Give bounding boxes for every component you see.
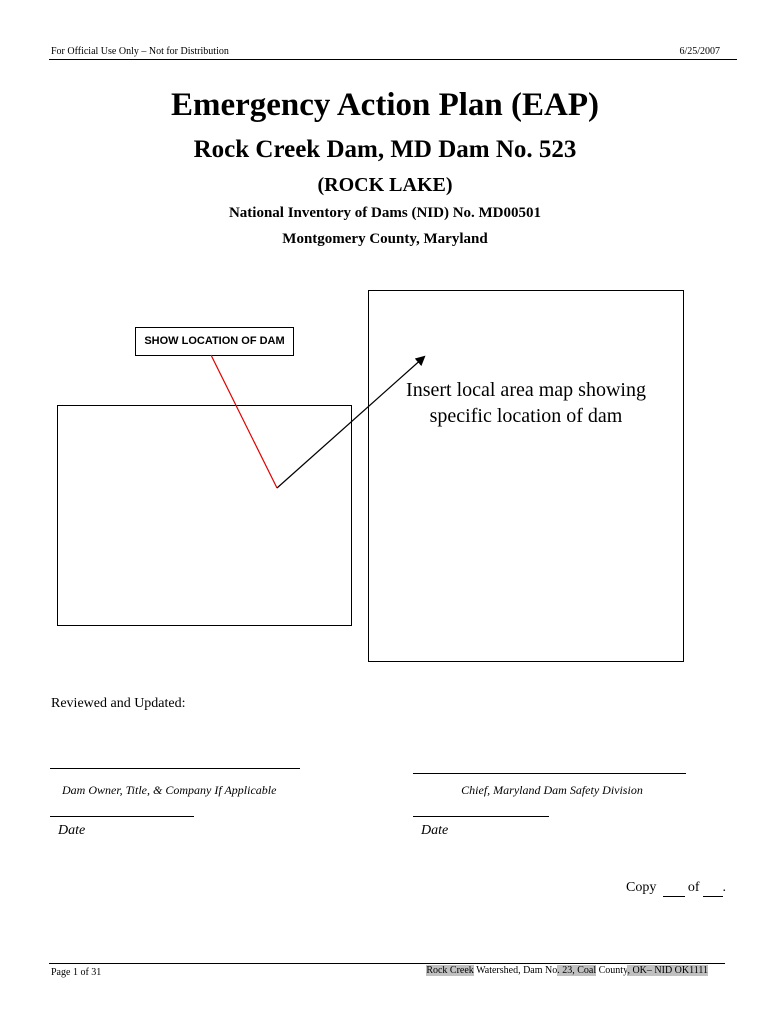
header-distribution-note: For Official Use Only – Not for Distribution [51, 46, 229, 57]
show-location-label: SHOW LOCATION OF DAM [135, 327, 294, 356]
footer-segment-5: , OK– NID OK1111 [627, 965, 708, 976]
footer-dam-reference [380, 965, 708, 976]
chief-signature-caption: Chief, Maryland Dam Safety Division [461, 783, 643, 797]
copy-total-blank [703, 880, 723, 897]
owner-signature-caption: Dam Owner, Title, & Company If Applicable [62, 783, 277, 797]
page-number: Page 1 of 31 [51, 967, 102, 978]
nid-number: National Inventory of Dams (NID) No. MD00501 [228, 205, 542, 221]
reviewed-label: Reviewed and Updated: [51, 696, 186, 711]
footer-segment-1: Rock Creek [426, 965, 474, 976]
map-placeholder-line-2: specific location of dam [429, 405, 623, 427]
copy-prefix: Copy [625, 880, 657, 895]
lake-name: (ROCK LAKE) [317, 174, 453, 196]
map-pointer-arrow [277, 357, 424, 488]
footer-segment-4: County [596, 965, 628, 976]
copy-number [560, 880, 726, 897]
copy-of-label: of [687, 880, 700, 895]
county-name: Montgomery County, Maryland [282, 231, 488, 247]
map-placeholder-line-1: Insert local area map showing [406, 379, 646, 401]
footer-segment-3: . 23, Coal [557, 965, 597, 976]
chief-date-label: Date [421, 823, 449, 838]
owner-signature-line [50, 768, 300, 769]
header-date: 6/25/2007 [679, 46, 720, 57]
chief-signature-line [413, 773, 686, 774]
footer-divider [49, 963, 725, 964]
owner-date-line [50, 816, 194, 817]
red-leader-line [211, 355, 277, 488]
owner-date-label: Date [58, 823, 86, 838]
copy-number-blank [663, 880, 685, 897]
document-title: Emergency Action Plan (EAP) [170, 87, 600, 123]
dam-name-title: Rock Creek Dam, MD Dam No. 523 [193, 136, 577, 163]
chief-date-line [413, 816, 549, 817]
copy-suffix: . [722, 880, 726, 895]
footer-segment-2: Watershed, Dam No [473, 965, 558, 976]
